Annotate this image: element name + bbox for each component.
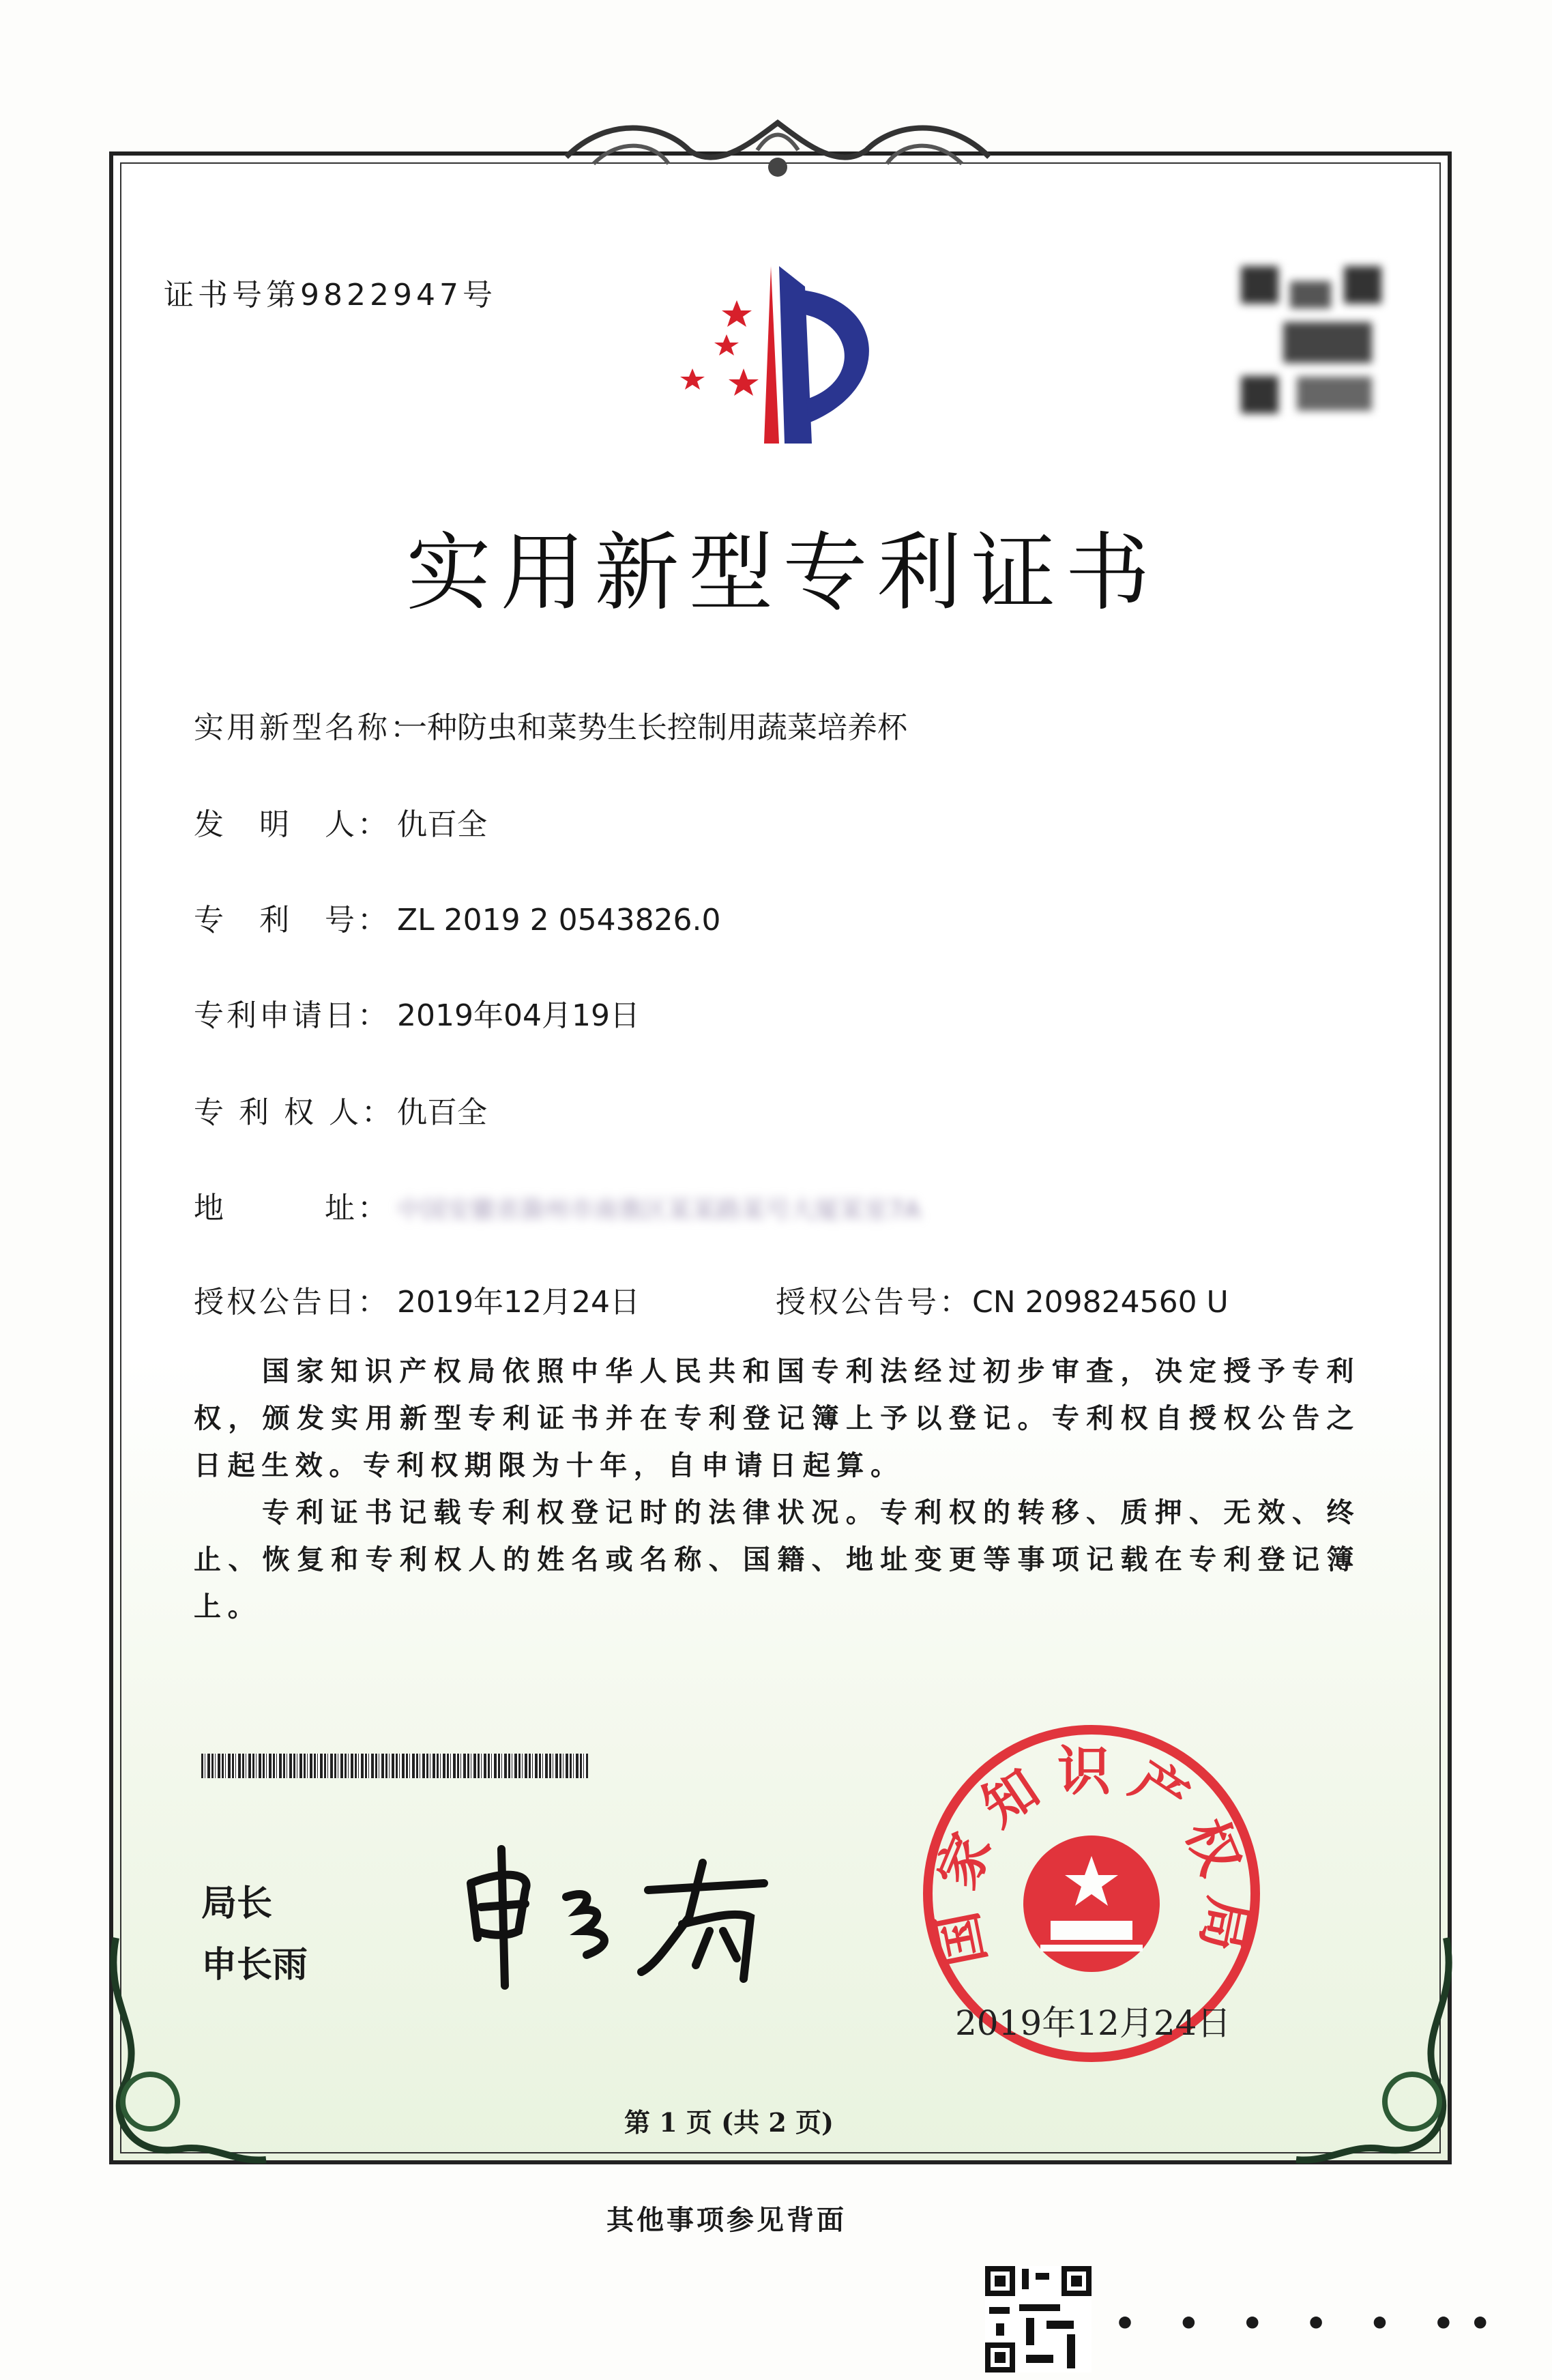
field-patent-number — [194, 895, 721, 939]
corner-ornament-right-icon — [1289, 1924, 1467, 2177]
qr-code-icon — [1235, 261, 1387, 419]
field-value: CN 209824560 U — [972, 1285, 1229, 1320]
cnipa-logo-icon — [662, 259, 894, 450]
certificate-number: 证书号第9822947号 — [164, 278, 497, 313]
field-value: 仇百全 — [397, 807, 487, 842]
national-emblem-icon — [1023, 1835, 1160, 1972]
certificate-statement — [194, 1348, 1360, 1630]
field-utility-model-name — [194, 703, 907, 746]
field-value-blurred: 中国安徽省滁州市南谯区某某路某号大厦某室7A — [397, 1196, 921, 1224]
seal-text: 国家知识产权局 — [923, 1741, 1260, 1971]
barcode-icon — [201, 1754, 588, 1778]
field-application-date — [194, 991, 640, 1034]
field-inventor — [194, 800, 487, 843]
field-value: 2019年04月19日 — [397, 998, 640, 1033]
field-address — [194, 1183, 921, 1227]
field-label: 发 明 人： — [194, 807, 390, 842]
field-patentee — [194, 1088, 487, 1131]
field-label: 授权公告号： — [776, 1285, 972, 1320]
footer-dots: • • • • • •• — [1114, 2303, 1506, 2343]
field-label: 专 利 号： — [194, 903, 390, 938]
footer-note: 其他事项参见背面 — [606, 2204, 847, 2236]
page-indicator: 第 1 页 (共 2 页) — [624, 2107, 834, 2138]
footer-qr-code-icon — [985, 2266, 1092, 2372]
field-value: 2019年12月24日 — [397, 1285, 640, 1320]
field-label: 专利申请日： — [194, 998, 390, 1033]
field-label: 授权公告日： — [194, 1285, 390, 1320]
field-value: ZL 2019 2 0543826.0 — [397, 903, 721, 938]
handwritten-signature-icon — [450, 1835, 778, 1992]
field-value: 一种防虫和菜势生长控制用蔬菜培养杯 — [397, 710, 907, 745]
corner-ornament-left-icon — [96, 1924, 273, 2177]
signatory-name: 申长雨 — [201, 1945, 308, 1986]
statement-paragraph: 国家知识产权局依照中华人民共和国专利法经过初步审查，决定授予专利权，颁发实用新型专利证书并在专利登记簿上予以登记。专利权自授权公告之日起生效。专利权期限为十年，自申请日起算。 — [194, 1355, 1360, 1481]
page-title: 实用新型专利证书 — [406, 524, 1160, 622]
field-label: 实用新型名称： — [194, 710, 423, 745]
field-grant-number — [776, 1277, 1229, 1321]
seal-date: 2019年12月24日 — [955, 2003, 1231, 2043]
field-grant-date — [194, 1277, 640, 1321]
signatory-role: 局长 — [201, 1883, 273, 1924]
field-label: 地 址： — [194, 1191, 390, 1225]
top-ornament-icon — [553, 102, 1003, 191]
statement-paragraph: 专利证书记载专利权登记时的法律状况。专利权的转移、质押、无效、终止、恢复和专利权人的姓名或名称、国籍、地址变更等事项记载在专利登记簿上。 — [194, 1496, 1360, 1623]
field-value: 仇百全 — [397, 1095, 487, 1130]
field-label: 专 利 权 人： — [194, 1095, 394, 1130]
